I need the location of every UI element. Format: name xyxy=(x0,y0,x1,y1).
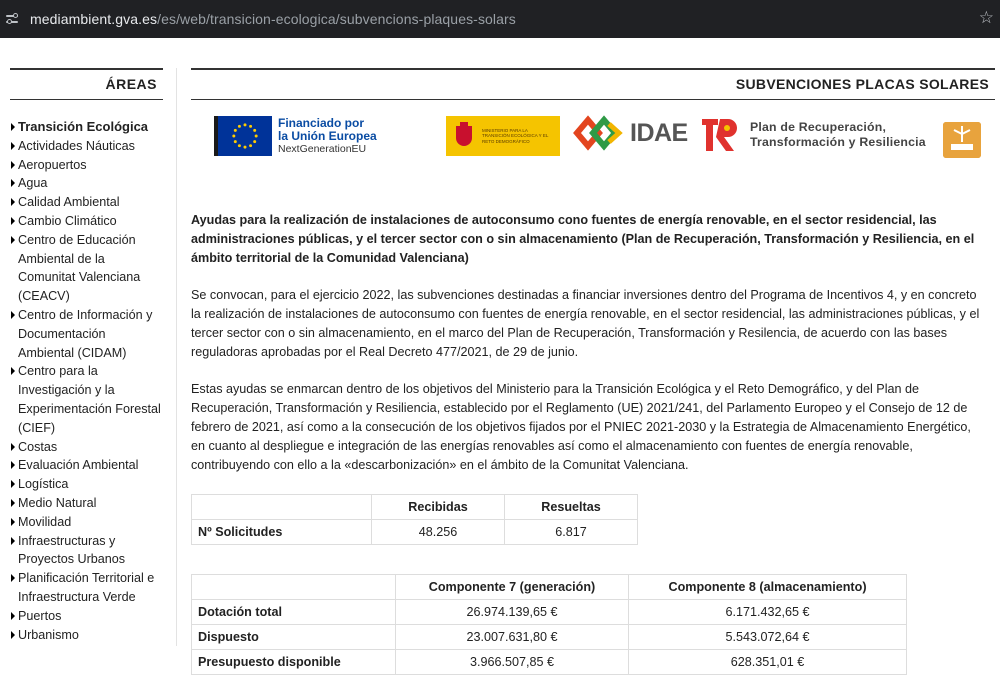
eu-logo-line3: NextGenerationEU xyxy=(278,142,367,155)
triangle-right-icon xyxy=(10,532,18,570)
table-row xyxy=(192,600,907,625)
site-info-icon[interactable] xyxy=(6,12,20,26)
table-header-row xyxy=(192,575,907,600)
sidebar-item-logistica[interactable]: Logística xyxy=(10,475,163,494)
sidebar-item-transicion-ecologica[interactable]: Transición Ecológica xyxy=(10,118,163,137)
cell-componente-7: 3.966.507,85 € xyxy=(396,650,629,675)
prtr-logo-line2: Transformación y Resiliencia xyxy=(750,135,926,149)
intro-summary: Ayudas para la realización de instalaciones de autoconsumo cono fuentes de energía renovable, en el sector residencial, las administraciones públicas, y el tercer sector con o sin almacenamiento (Plan de Recuperación, Transformación y Resiliencia, en el ámbito territorial de la Comunidad Valenciana) xyxy=(191,213,975,265)
triangle-right-icon xyxy=(10,306,18,362)
budget-table xyxy=(191,574,907,675)
paragraph-objetivos: Estas ayudas se enmarcan dentro de los objetivos del Ministerio para la Transición Ecológica y el Reto Demográfico, y del Plan de Recuperación, Transformación y Resiliencia, establecido por el Reglamento (UE) 2021/241, del Parlamento Europeo y el Consejo de 12 de febrero de 2021, así como a la consecución de los objetivos fijados por el PNIEC 2021-2030 y la Estrategia de Almacenamiento Energético, en cuanto al despliegue e integración de las energías renovables así como el almacenamiento con fuentes de energía renovable, contribuyendo con ello a la «descarbonización» en el ámbito de la Comunitat Valenciana. xyxy=(191,382,971,472)
url-domain: mediambient.gva.es xyxy=(30,11,158,27)
sidebar-item-actividades-nauticas[interactable]: Actividades Náuticas xyxy=(10,137,163,156)
row-label: Nº Solicitudes xyxy=(192,520,372,545)
eu-logo-line2: la Unión Europea xyxy=(278,128,377,143)
triangle-right-icon xyxy=(10,231,18,306)
url-path: /es/web/transicion-ecologica/subvencions-plaques-solars xyxy=(157,11,516,27)
table-row xyxy=(192,650,907,675)
paragraph-convocatoria: Se convocan, para el ejercicio 2022, las subvenciones destinadas a financiar inversiones dentro del Programa de Incentivos 4, y en concreto la realización de instalaciones de autoconsumo con fuentes de energía renovable, en el sector residencial, las administraciones públicas, y el tercer sector con o sin almacenamiento, en el marco del Plan de Recuperación, Transformación y Resilencia, de acuerdo con las bases reguladoras aprobadas por el Real Decreto 477/2021, de 29 de junio. xyxy=(191,288,980,359)
table-header-cell: Recibidas xyxy=(372,495,505,520)
browser-address-bar xyxy=(0,0,1000,38)
table-header-cell: Componente 8 (almacenamiento) xyxy=(629,575,907,600)
prtr-logo-line1: Plan de Recuperación, xyxy=(750,120,887,134)
sidebar-item-urbanismo[interactable]: Urbanismo xyxy=(10,626,163,645)
ministry-logo-text: MINISTERIO PARA LA TRANSICIÓN ECOLÓGICA Y EL RETO DEMOGRÁFICO xyxy=(482,127,549,144)
eu-flag-icon xyxy=(214,116,272,156)
table-row xyxy=(192,520,638,545)
idae-logo xyxy=(573,114,688,152)
row-label: Presupuesto disponible xyxy=(192,650,396,675)
idae-symbol-icon xyxy=(573,114,625,152)
sidebar-item-cief[interactable]: Centro para la Investigación y la Experimentación Forestal (CIEF) xyxy=(10,362,163,437)
triangle-right-icon xyxy=(10,607,18,626)
cell-componente-7: 23.007.631,80 € xyxy=(396,625,629,650)
sidebar-item-cambio-climatico[interactable]: Cambio Climático xyxy=(10,212,163,231)
prtr-logo xyxy=(700,117,926,153)
eu-logo xyxy=(214,116,377,156)
table-row xyxy=(192,625,907,650)
table-header-cell: Resueltas xyxy=(505,495,638,520)
idae-logo-text: IDAE xyxy=(630,118,688,147)
sidebar-item-calidad-ambiental[interactable]: Calidad Ambiental xyxy=(10,193,163,212)
triangle-right-icon xyxy=(10,118,18,137)
sidebar-item-agua[interactable]: Agua xyxy=(10,174,163,193)
sidebar-item-infraestructuras[interactable]: Infraestructuras y Proyectos Urbanos xyxy=(10,532,163,570)
column-divider xyxy=(176,68,177,646)
sidebar-heading: ÁREAS xyxy=(10,70,163,100)
table-header-row xyxy=(192,495,638,520)
triangle-right-icon xyxy=(10,569,18,607)
applications-table xyxy=(191,494,638,545)
sidebar xyxy=(10,68,163,644)
main-content xyxy=(191,68,995,675)
sidebar-list xyxy=(10,118,163,644)
cell-componente-8: 5.543.072,64 € xyxy=(629,625,907,650)
table-header-cell xyxy=(192,495,372,520)
sidebar-item-puertos[interactable]: Puertos xyxy=(10,607,163,626)
spain-shield-icon xyxy=(452,122,476,150)
row-label: Dotación total xyxy=(192,600,396,625)
sidebar-item-costas[interactable]: Costas xyxy=(10,438,163,457)
triangle-right-icon xyxy=(10,174,18,193)
sidebar-item-evaluacion-ambiental[interactable]: Evaluación Ambiental xyxy=(10,456,163,475)
sidebar-item-ceacv[interactable]: Centro de Educación Ambiental de la Comunitat Valenciana (CEACV) xyxy=(10,231,163,306)
energy-agency-logo-icon xyxy=(943,122,981,158)
triangle-right-icon xyxy=(10,156,18,175)
triangle-right-icon xyxy=(10,362,18,437)
triangle-right-icon xyxy=(10,456,18,475)
cell-recibidas: 48.256 xyxy=(372,520,505,545)
cell-resueltas: 6.817 xyxy=(505,520,638,545)
triangle-right-icon xyxy=(10,193,18,212)
ministry-logo xyxy=(446,116,560,156)
triangle-right-icon xyxy=(10,513,18,532)
url-field[interactable] xyxy=(30,11,516,27)
logo-strip xyxy=(191,100,995,178)
cell-componente-7: 26.974.139,65 € xyxy=(396,600,629,625)
table-header-cell: Componente 7 (generación) xyxy=(396,575,629,600)
triangle-right-icon xyxy=(10,212,18,231)
prtr-symbol-icon xyxy=(700,117,738,153)
cell-componente-8: 628.351,01 € xyxy=(629,650,907,675)
eu-logo-line1: Financiado por xyxy=(278,115,365,130)
table-header-cell xyxy=(192,575,396,600)
triangle-right-icon xyxy=(10,494,18,513)
sidebar-item-medio-natural[interactable]: Medio Natural xyxy=(10,494,163,513)
triangle-right-icon xyxy=(10,475,18,494)
sidebar-item-cidam[interactable]: Centro de Información y Documentación Ambiental (CIDAM) xyxy=(10,306,163,362)
triangle-right-icon xyxy=(10,137,18,156)
triangle-right-icon xyxy=(10,626,18,645)
triangle-right-icon xyxy=(10,438,18,457)
page-title: SUBVENCIONES PLACAS SOLARES xyxy=(191,70,995,100)
sidebar-item-movilidad[interactable]: Movilidad xyxy=(10,513,163,532)
sidebar-item-aeropuertos[interactable]: Aeropuertos xyxy=(10,156,163,175)
bookmark-star-icon[interactable]: ☆ xyxy=(978,8,994,27)
cell-componente-8: 6.171.432,65 € xyxy=(629,600,907,625)
row-label: Dispuesto xyxy=(192,625,396,650)
sidebar-item-planificacion-territorial[interactable]: Planificación Territorial e Infraestructura Verde xyxy=(10,569,163,607)
